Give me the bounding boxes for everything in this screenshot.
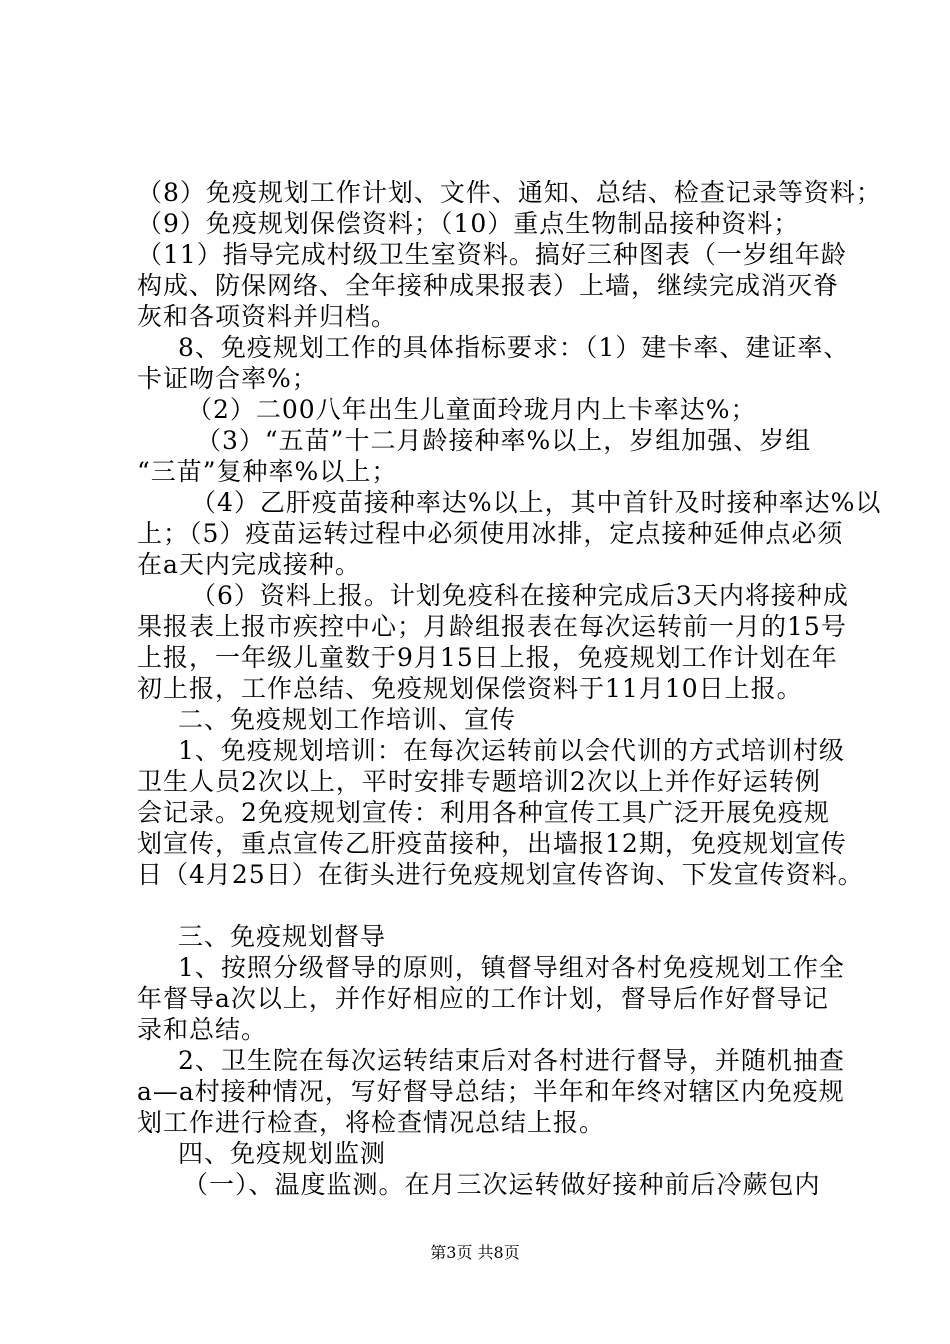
text-line: 上报，一年级儿童数于9月15日上报，免疫规划工作计划在年 — [137, 643, 838, 672]
text-line: 初上报，工作总结、免疫规划保偿资料于11月10日上报。 — [137, 674, 803, 703]
text-line: 卫生人员2次以上，平时安排专题培训2次以上并作好运转例 — [137, 767, 821, 796]
section-heading: 二、免疫规划工作培训、宣传 — [178, 705, 517, 734]
text-line: 1、免疫规划培训：在每次运转前以会代训的方式培训村级 — [178, 736, 845, 765]
text-line: 划工作进行检查，将检查情况总结上报。 — [137, 1108, 606, 1137]
text-line: 会记录。2免疫规划宣传：利用各种宣传工具广泛开展免疫规 — [137, 798, 830, 827]
text-line: 在a天内完成接种。 — [137, 550, 361, 579]
text-line: a—a村接种情况，写好督导总结；半年和年终对辖区内免疫规 — [137, 1077, 845, 1106]
text-line: 日（4月25日）在街头进行免疫规划宣传咨询、下发宣传资料。 — [137, 860, 864, 889]
text-line: （11）指导完成村级卫生室资料。搞好三种图表（一岁组年龄 — [137, 240, 847, 269]
page-number: 第3页 共8页 — [430, 1243, 520, 1262]
text-line: 上；（5）疫苗运转过程中必须使用冰排，定点接种延伸点必须 — [137, 519, 844, 548]
text-line: （2）二00八年出生儿童面玲珑月内上卡率达%； — [187, 395, 757, 424]
text-line: 果报表上报市疾控中心；月龄组报表在每次运转前一月的15号 — [137, 612, 847, 641]
text-line: 构成、防保网络、全年接种成果报表）上墙，继续完成消灭脊 — [137, 271, 840, 300]
text-line: （4）乙肝疫苗接种率达%以上，其中首针及时接种率达%以 — [191, 488, 882, 517]
text-line: （一）、温度监测。在月三次运转做好接种前后冷蕨包内 — [183, 1170, 821, 1199]
text-line: 1、按照分级督导的原则，镇督导组对各村免疫规划工作全 — [178, 953, 845, 982]
text-line: 划宣传，重点宣传乙肝疫苗接种，出墙报12期，免疫规划宣传 — [137, 829, 847, 858]
text-line: （8）免疫规划工作计划、文件、通知、总结、检查记录等资料； — [137, 178, 882, 207]
text-line: 灰和各项资料并归档。 — [137, 302, 398, 331]
text-line: “三苗”复种率%以上； — [137, 457, 398, 486]
text-line: 8、免疫规划工作的具体指标要求：（1）建卡率、建证率、 — [178, 333, 850, 362]
text-line: （9）免疫规划保偿资料；（10）重点生物制品接种资料； — [137, 209, 800, 238]
text-line: （3）“五苗”十二月龄接种率%以上，岁组加强、岁组 — [196, 426, 812, 455]
text-line: 2、卫生院在每次运转结束后对各村进行督导，并随机抽查 — [178, 1046, 845, 1075]
section-heading: 四、免疫规划监测 — [178, 1139, 387, 1168]
text-line: 年督导a次以上，并作好相应的工作计划，督导后作好督导记 — [137, 984, 829, 1013]
text-line: 录和总结。 — [137, 1015, 268, 1044]
text-line: （6）资料上报。计划免疫科在接种完成后3天内将接种成 — [191, 581, 849, 610]
section-heading: 三、免疫规划督导 — [178, 922, 387, 951]
text-line: 卡证吻合率%； — [137, 364, 318, 393]
